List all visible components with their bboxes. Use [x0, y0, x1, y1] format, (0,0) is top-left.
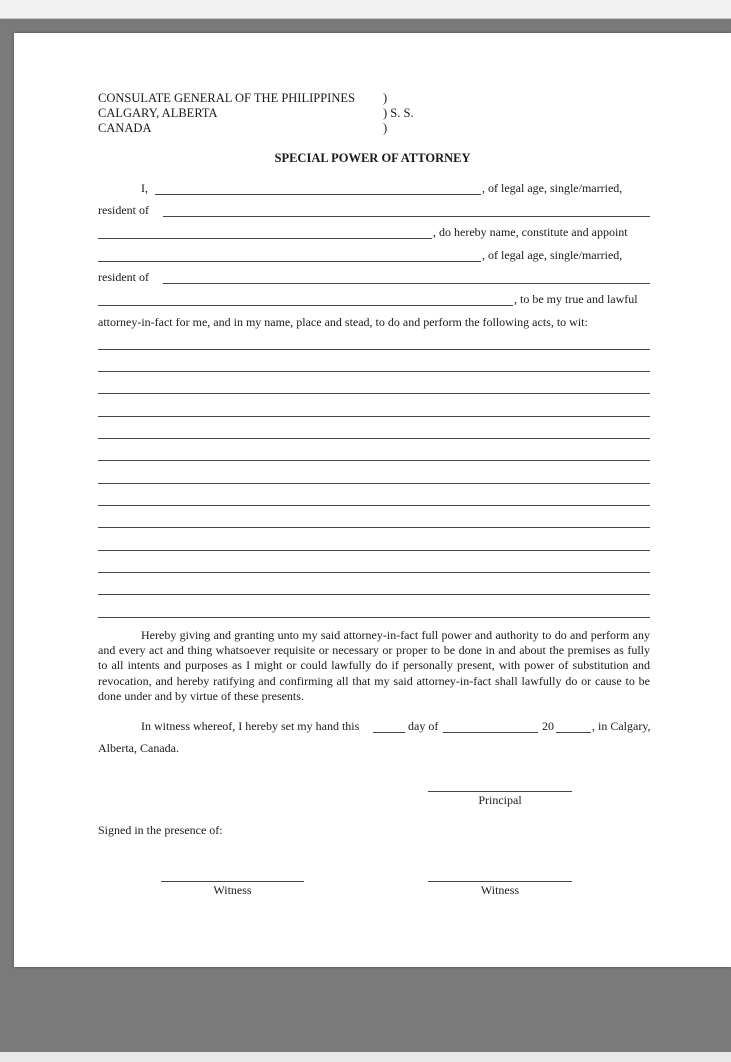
legal-age-text-2: , of legal age, single/married, — [482, 248, 623, 262]
venue-paren-3: ) — [383, 121, 388, 135]
acts-line[interactable] — [98, 371, 650, 372]
in-calgary-text: , in Calgary, — [592, 719, 651, 733]
month-blank[interactable] — [443, 732, 538, 733]
acts-line[interactable] — [98, 393, 650, 394]
attorney-address-blank-2[interactable] — [98, 305, 513, 306]
viewer-toolbar — [0, 0, 731, 19]
country-line: CANADA — [98, 121, 152, 135]
acts-intro: attorney-in-fact for me, and in my name, place and stead, to do and perform the following acts, to wit: — [98, 315, 588, 329]
witness-right-signature-line[interactable] — [428, 881, 572, 882]
resident-of-label-1: resident of — [98, 203, 149, 217]
document-title: SPECIAL POWER OF ATTORNEY — [274, 151, 471, 165]
acts-line[interactable] — [98, 349, 650, 350]
attorney-name-blank[interactable] — [98, 261, 481, 262]
acts-line[interactable] — [98, 505, 650, 506]
day-blank[interactable] — [373, 732, 405, 733]
witness-left-signature-line[interactable] — [161, 881, 304, 882]
presence-text: Signed in the presence of: — [98, 823, 223, 837]
viewer-bottom-edge — [0, 1052, 731, 1062]
acts-line[interactable] — [98, 416, 650, 417]
day-of-text: day of — [408, 719, 439, 733]
acts-line[interactable] — [98, 617, 650, 618]
legal-age-text-1: , of legal age, single/married, — [482, 181, 623, 195]
acts-line[interactable] — [98, 527, 650, 528]
acts-line[interactable] — [98, 594, 650, 595]
acts-line[interactable] — [98, 460, 650, 461]
witness-left-label: Witness — [213, 883, 252, 897]
witness-whereof-text: In witness whereof, I hereby set my hand this — [141, 719, 360, 733]
attorney-address-blank[interactable] — [163, 283, 650, 284]
city-line: CALGARY, ALBERTA — [98, 106, 218, 120]
appoint-text: , do hereby name, constitute and appoint — [433, 225, 628, 239]
principal-address-blank[interactable] — [163, 216, 650, 217]
granting-text: Hereby giving and granting unto my said attorney-in-fact full power and authority to do and perform any and every act and thing whatsoever requisite or necessary or proper to be done in and about the premises as fully to all intents and purposes as I might or could lawfully do if personally present, with power of substitution and revocation, and hereby ratifying and confirming all that my said attorney-in-fact shall lawfully do or cause to be done under and by virtue of these presents. — [98, 628, 650, 703]
principal-label: Principal — [478, 793, 522, 807]
alberta-canada-text: Alberta, Canada. — [98, 741, 179, 755]
principal-address-blank-2[interactable] — [98, 238, 432, 239]
document-page — [14, 33, 731, 967]
witness-right-label: Witness — [480, 883, 520, 897]
acts-line[interactable] — [98, 550, 650, 551]
venue-ss: ) S. S. — [383, 106, 414, 120]
acts-line[interactable] — [98, 483, 650, 484]
principal-name-blank[interactable] — [155, 194, 481, 195]
consulate-line: CONSULATE GENERAL OF THE PHILIPPINES — [98, 91, 355, 105]
resident-of-label-2: resident of — [98, 270, 149, 284]
lawful-text: , to be my true and lawful — [514, 292, 638, 306]
granting-paragraph — [98, 628, 650, 704]
venue-paren-1: ) — [383, 91, 388, 105]
acts-line[interactable] — [98, 572, 650, 573]
year-prefix: 20 — [542, 719, 554, 733]
principal-signature-line[interactable] — [428, 791, 572, 792]
acts-line[interactable] — [98, 438, 650, 439]
i-label: I, — [141, 181, 148, 195]
year-blank[interactable] — [556, 732, 591, 733]
